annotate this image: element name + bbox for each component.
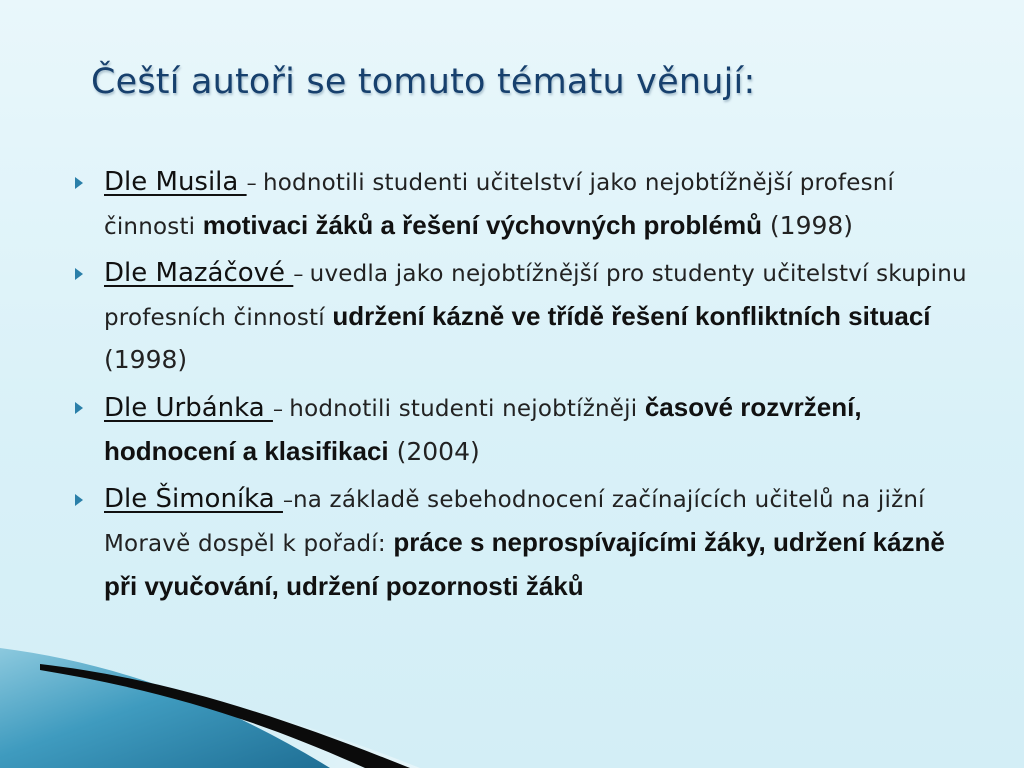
bullet-text: uvedla jako nejobtížnější pro studenty učitelství skupinu profesních činností bbox=[104, 261, 967, 331]
bullet-arrow-icon bbox=[75, 268, 83, 280]
bullet-item-musil bbox=[72, 162, 977, 249]
author-name: Dle Musila bbox=[104, 167, 247, 197]
bullet-text: na základě sebehodnocení začínajících učitelů na jižní Moravě dospěl k pořadí: bbox=[104, 487, 925, 557]
author-name: Dle Šimoníka bbox=[104, 484, 283, 514]
bullet-text: hodnotili studenti nejobtížněji bbox=[289, 396, 645, 422]
separator: – bbox=[282, 488, 293, 512]
bullet-emphasis: udržení kázně ve třídě řešení konfliktních situací bbox=[332, 301, 931, 331]
bullet-emphasis: časové rozvržení, hodnocení a klasifikaci bbox=[104, 392, 862, 466]
bullet-list bbox=[72, 162, 977, 614]
bullet-item-urbanek bbox=[72, 387, 977, 475]
bullet-year: (1998) bbox=[761, 211, 854, 240]
separator: – bbox=[293, 262, 310, 286]
bullet-emphasis: motivaci žáků a řešení výchovných problémů bbox=[202, 210, 762, 240]
bullet-arrow-icon bbox=[75, 177, 83, 189]
bullet-year: (2004) bbox=[388, 437, 480, 466]
bullet-year: (1998) bbox=[104, 345, 188, 374]
author-name: Dle Urbánka bbox=[104, 393, 273, 423]
author-name: Dle Mazáčové bbox=[104, 258, 294, 288]
bullet-emphasis: práce s neprospívajícími žáky, udržení kázně při vyučování, udržení pozornosti žáků bbox=[104, 527, 945, 601]
bullet-arrow-icon bbox=[75, 494, 83, 506]
slide-title: Čeští autoři se tomuto tématu věnují: bbox=[91, 62, 756, 102]
separator: – bbox=[272, 397, 290, 421]
bullet-arrow-icon bbox=[75, 402, 83, 414]
bullet-text: hodnotili studenti učitelství jako nejobtížnější profesní činnosti bbox=[104, 170, 895, 240]
separator: – bbox=[246, 171, 263, 195]
bullet-item-mazacova bbox=[72, 253, 977, 383]
bullet-item-simonik bbox=[72, 479, 977, 610]
